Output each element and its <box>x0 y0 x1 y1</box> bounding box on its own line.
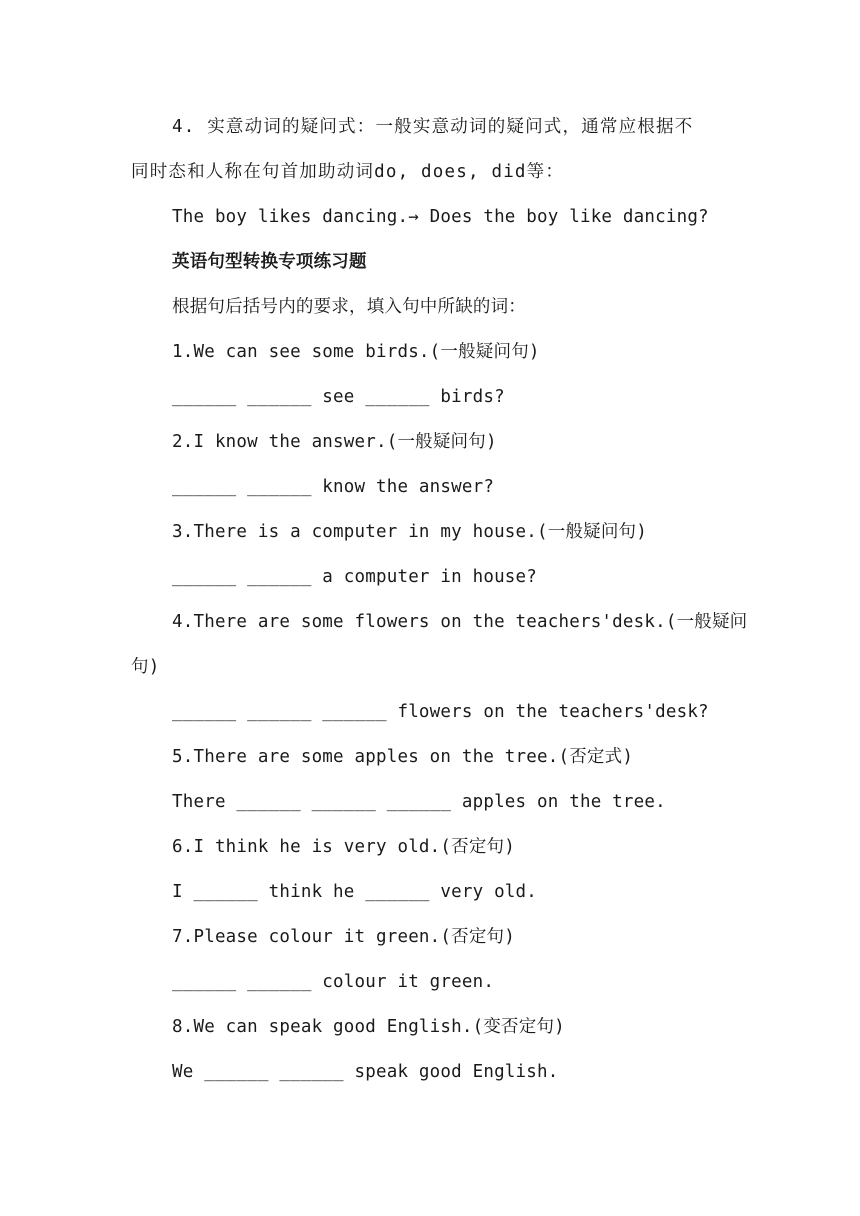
section-heading: 英语句型转换专项练习题 <box>172 252 367 272</box>
exercise-question-continued: 句) <box>131 657 160 677</box>
instruction-line: 根据句后括号内的要求，填入句中所缺的词： <box>172 297 526 317</box>
exercise-question: 1.We can see some birds.(一般疑问句) <box>172 342 540 362</box>
exercise-question: 7.Please colour it green.(否定句) <box>172 927 515 947</box>
paragraph-line: 同时态和人称在句首加助动词do, does, did等： <box>131 162 565 182</box>
exercise-answer-blank: ______ ______ a computer in house? <box>172 567 538 587</box>
exercise-answer-blank: There ______ ______ ______ apples on the tree. <box>172 792 666 812</box>
exercise-answer-blank: ______ ______ see ______ birds? <box>172 387 505 407</box>
paragraph-line: 4. 实意动词的疑问式：一般实意动词的疑问式，通常应根据不 <box>172 117 694 137</box>
exercise-question: 2.I know the answer.(一般疑问句) <box>172 432 497 452</box>
exercise-question: 4.There are some flowers on the teachers'desk.(一般疑问 <box>172 612 748 632</box>
exercise-answer-blank: ______ ______ colour it green. <box>172 972 495 992</box>
exercise-question: 3.There is a computer in my house.(一般疑问句) <box>172 522 647 542</box>
exercise-answer-blank: ______ ______ know the answer? <box>172 477 495 497</box>
exercise-question: 8.We can speak good English.(变否定句) <box>172 1017 565 1037</box>
exercise-question: 5.There are some apples on the tree.(否定式) <box>172 747 634 767</box>
exercise-question: 6.I think he is very old.(否定句) <box>172 837 515 857</box>
exercise-answer-blank: I ______ think he ______ very old. <box>172 882 538 902</box>
exercise-answer-blank: We ______ ______ speak good English. <box>172 1062 559 1082</box>
example-line: The boy likes dancing.→ Does the boy like dancing? <box>172 207 709 227</box>
exercise-answer-blank: ______ ______ ______ flowers on the teachers'desk? <box>172 702 709 722</box>
